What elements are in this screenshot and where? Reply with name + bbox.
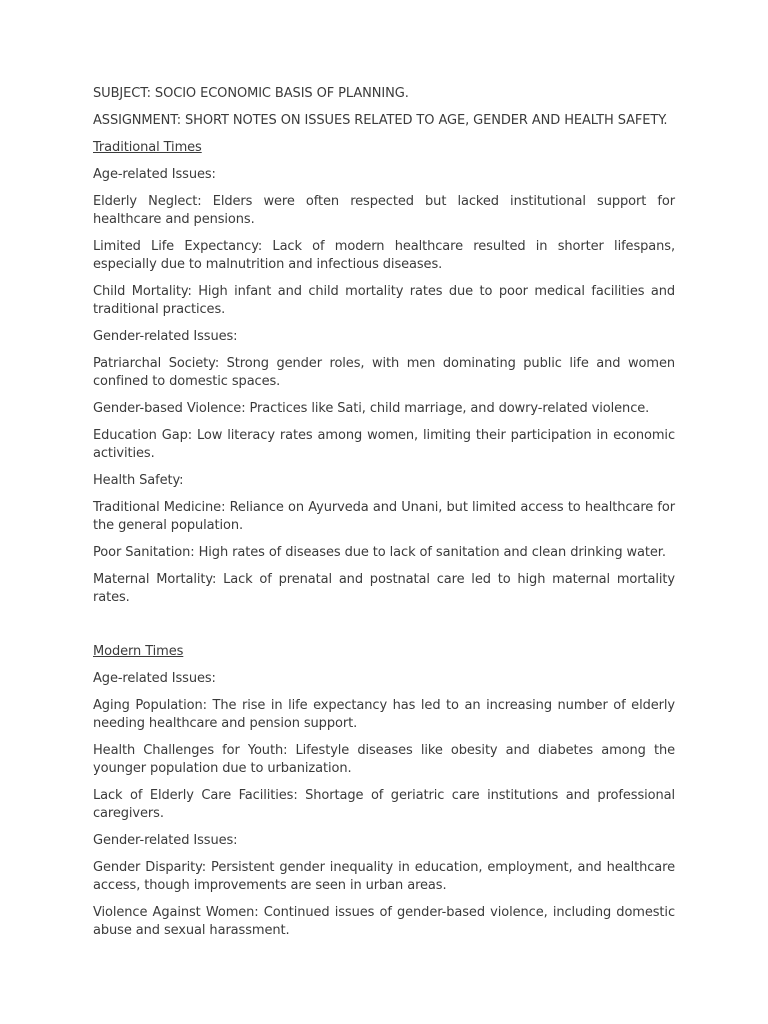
traditional-health-item: Poor Sanitation: High rates of diseases due to lack of sanitation and clean drinking water. [93, 545, 666, 560]
traditional-health-item: Traditional Medicine: Reliance on Ayurveda and Unani, but limited access to healthcare for the general population. [93, 500, 675, 533]
traditional-gender-item: Education Gap: Low literacy rates among women, limiting their participation in economic activities. [93, 428, 675, 461]
traditional-age-item: Limited Life Expectancy: Lack of modern healthcare resulted in shorter lifespans, especially due to malnutrition and infectious diseases. [93, 239, 675, 272]
modern-age-item: Lack of Elderly Care Facilities: Shortage of geriatric care institutions and professional caregivers. [93, 788, 675, 821]
modern-heading: Modern Times [93, 644, 184, 659]
traditional-gender-item: Patriarchal Society: Strong gender roles, with men dominating public life and women confined to domestic spaces. [93, 356, 675, 389]
traditional-health-heading: Health Safety: [93, 473, 184, 488]
traditional-heading: Traditional Times [93, 140, 202, 155]
modern-age-heading: Age-related Issues: [93, 671, 216, 686]
section-spacer [93, 616, 675, 643]
modern-age-item: Health Challenges for Youth: Lifestyle diseases like obesity and diabetes among the younger population due to urbanization. [93, 743, 675, 776]
modern-gender-heading: Gender-related Issues: [93, 833, 238, 848]
modern-gender-item: Gender Disparity: Persistent gender inequality in education, employment, and healthcare access, though improvements are seen in urban areas. [93, 860, 675, 893]
modern-age-item: Aging Population: The rise in life expectancy has led to an increasing number of elderly needing healthcare and pension support. [93, 698, 675, 731]
modern-gender-item: Violence Against Women: Continued issues of gender-based violence, including domestic abuse and sexual harassment. [93, 905, 675, 938]
document-page [93, 85, 675, 949]
traditional-health-item: Maternal Mortality: Lack of prenatal and postnatal care led to high maternal mortality rates. [93, 572, 675, 605]
traditional-age-item: Child Mortality: High infant and child mortality rates due to poor medical facilities and traditional practices. [93, 284, 675, 317]
assignment-line: ASSIGNMENT: SHORT NOTES ON ISSUES RELATED TO AGE, GENDER AND HEALTH SAFETY. [93, 113, 668, 128]
subject-line: SUBJECT: SOCIO ECONOMIC BASIS OF PLANNING. [93, 86, 409, 101]
traditional-gender-item: Gender-based Violence: Practices like Sati, child marriage, and dowry-related violence. [93, 401, 650, 416]
traditional-gender-heading: Gender-related Issues: [93, 329, 238, 344]
traditional-age-heading: Age-related Issues: [93, 167, 216, 182]
traditional-age-item: Elderly Neglect: Elders were often respected but lacked institutional support for healthcare and pensions. [93, 194, 675, 227]
